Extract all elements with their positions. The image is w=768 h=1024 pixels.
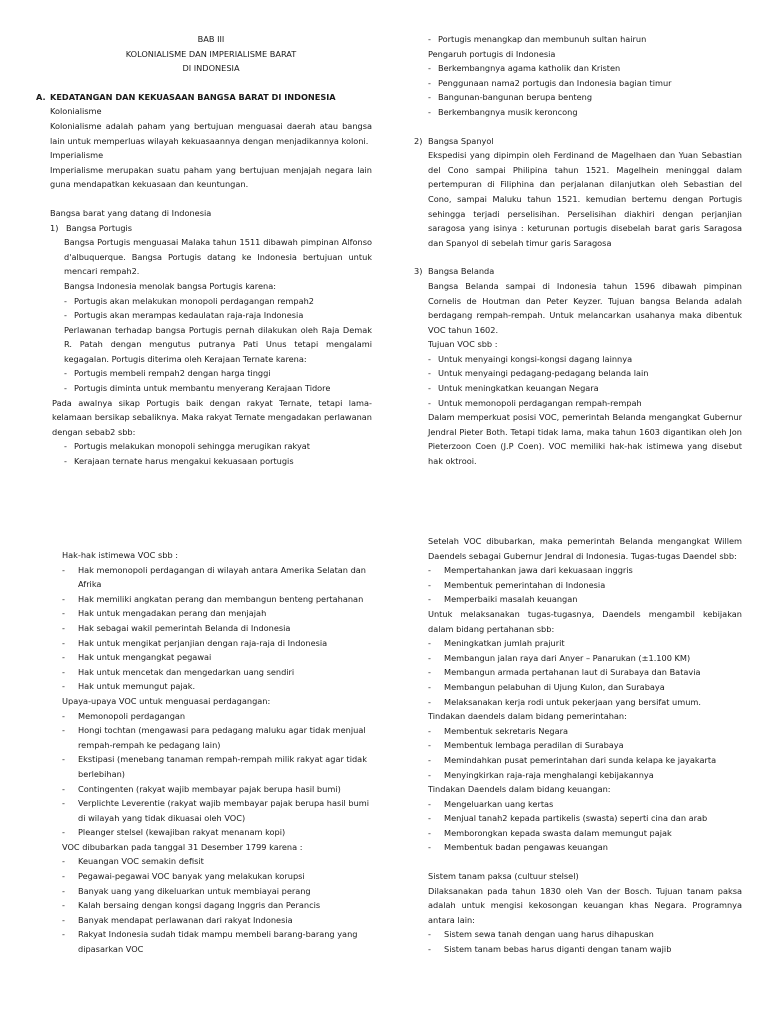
belanda-number: 3): [414, 266, 423, 277]
tujuan-heading: Tujuan VOC sbb :: [428, 339, 498, 350]
list-item: - Untuk menyaingi pedagang-pedagang belanda lain: [428, 368, 649, 379]
spanyol-number: 2): [414, 135, 423, 146]
list-item: - Keuangan VOC semakin defisit: [62, 856, 204, 867]
list-item: - Hak untuk mengangkat pegawai: [62, 652, 212, 663]
sistem-heading: Sistem tanam paksa (cultuur stelsel): [428, 871, 579, 882]
pengaruh-list: [428, 61, 742, 119]
list-item: - Membangun armada pertahanan laut di Surabaya dan Batavia: [428, 667, 701, 678]
pemerintahan-list: [428, 724, 742, 782]
list-item: - Memperbaiki masalah keuangan: [428, 594, 578, 605]
list-item: - Untuk menyaingi kongsi-kongsi dagang lainnya: [428, 353, 633, 364]
sebab-list: [50, 439, 372, 468]
pengaruh-heading: Pengaruh portugis di Indonesia: [428, 48, 556, 59]
list-item: - Hak memiliki angkatan perang dan membangun benteng pertahanan: [62, 593, 364, 604]
belanda-text: Bangsa Belanda sampai di Indonesia tahun 1596 dibawah pimpinan Cornelis de Houtman dan Peter Keyzer. Tujuan bangsa Belanda adalah berdagang rempah-rempah. Untuk melancarkan usahanya maka dibentuk VOC tahun 1602.: [428, 280, 742, 335]
perlawanan-text: Perlawanan terhadap bangsa Portugis pernah dilakukan oleh Raja Demak R. Patah dengan mengutus putranya Pati Unus tetapi mengalami kegagalan. Portugis diterima oleh Kerajaan Ternate karena:: [64, 324, 372, 364]
list-item: - Hak untuk mengadakan perang dan menjajah: [62, 608, 267, 619]
list-item: - Rakyat Indonesia sudah tidak mampu membeli barang-barang yang dipasarkan VOC: [62, 929, 358, 955]
tujuan-list: [428, 352, 742, 410]
list-item: - Portugis menangkap dan membunuh sultan hairun: [428, 34, 647, 44]
list-item: - Membentuk pemerintahan di Indonesia: [428, 579, 606, 590]
list-item: - Hongi tochtan (mengawasi para pedagang maluku agar tidak menjual rempah-rempah ke pedagang lain): [62, 725, 366, 750]
kolonialisme-text: Kolonialisme adalah paham yang bertujuan menguasai daerah atau bangsa lain untuk memperluas wilayah kekuasaannya dengan menjadikannya koloni.: [50, 120, 372, 146]
section-a-title: KEDATANGAN DAN KEKUASAAN BANGSA BARAT DI INDONESIA: [50, 91, 336, 102]
list-item: - Membentuk lembaga peradilan di Surabaya: [428, 740, 624, 751]
page-2: [414, 32, 742, 469]
list-item: - Banyak mendapat perlawanan dari rakyat Indonesia: [62, 914, 293, 925]
upaya-heading: Upaya-upaya VOC untuk menguasai perdagangan:: [62, 695, 271, 706]
list-item: - Sistem sewa tanah dengan uang harus dihapuskan: [428, 929, 654, 940]
list-item: - Memborongkan kepada swasta dalam memungut pajak: [428, 827, 672, 838]
list-item: - Untuk meningkatkan keuangan Negara: [428, 383, 599, 394]
chapter-subtitle: DI INDONESIA: [182, 63, 240, 74]
portugis-title: Bangsa Portugis: [66, 222, 133, 233]
list-item: - Untuk memonopoli perdagangan rempah-rempah: [428, 397, 642, 408]
sistem-text: Dilaksanakan pada tahun 1830 oleh Van der Bosch. Tujuan tanam paksa adalah untuk mengisi kekosongan keuangan khas Negara. Programnya antara lain:: [428, 885, 742, 925]
list-item: - Verplichte Leverentie (rakyat wajib membayar pajak berupa hasil bumi di wilayah yang tidak dikuasai oleh VOC): [62, 798, 370, 823]
chapter-label: BAB III: [197, 34, 225, 44]
list-item: - Banyak uang yang dikeluarkan untuk membiayai perang: [62, 885, 311, 896]
pemerintahan-heading: Tindakan daendels dalam bidang pemerintahan:: [428, 711, 627, 722]
list-item: - Meningkatkan jumlah prajurit: [428, 638, 565, 649]
list-item: - Menyingkirkan raja-raja menghalangi kebijakannya: [428, 769, 654, 780]
list-item: - Melaksanakan kerja rodi untuk pekerjaan yang bersifat umum.: [428, 696, 701, 707]
tolak-list: [64, 294, 372, 323]
list-item: - Portugis diminta untuk membantu menyerang Kerajaan Tidore: [64, 383, 331, 394]
bubar-list: [62, 854, 372, 956]
list-item: - Contingenten (rakyat wajib membayar pajak berupa hasil bumi): [62, 783, 341, 794]
sistem-list: [428, 927, 742, 956]
list-item: - Sistem tanam bebas harus diganti dengan tanam wajib: [428, 944, 672, 955]
list-item: - Berkembangnya agama katholik dan Kristen: [428, 63, 621, 74]
pertahanan-list: [428, 636, 742, 709]
list-item: - Pleanger stelsel (kewajiban rakyat menanam kopi): [62, 827, 286, 838]
keuangan-heading: Tindakan Daendels dalam bidang keuangan:: [428, 784, 611, 795]
awal-text: Pada awalnya sikap Portugis baik dengan rakyat Ternate, tetapi lama-kelamaan bersikap sebaliknya. Maka rakyat Ternate mengadakan perlawanan dengan sebab2 sbb:: [52, 397, 372, 437]
list-item: - Menjual tanah2 kepada partikelis (swasta) seperti cina dan arab: [428, 813, 708, 824]
portugis-number: 1): [50, 222, 59, 233]
list-item: - Hak untuk memungut pajak.: [62, 681, 196, 692]
list-item: - Berkembangnya musik keroncong: [428, 106, 578, 117]
list-item: - Membangun pelabuhan di Ujung Kulon, dan Surabaya: [428, 681, 665, 692]
daendels-intro: Setelah VOC dibubarkan, maka pemerintah Belanda mengangkat Willem Daendels sebagai Gubernur Jendral di Indonesia. Tugas-tugas Daendel sbb:: [428, 536, 742, 561]
hak-list: [62, 563, 372, 694]
page-3: [62, 548, 372, 957]
page-4: [428, 534, 742, 957]
kolonialisme-heading: Kolonialisme: [50, 106, 102, 117]
ternate-list: [64, 366, 372, 395]
section-a-marker: A.: [36, 91, 46, 102]
bangsa-barat-heading: Bangsa barat yang datang di Indonesia: [50, 207, 212, 218]
tugas-list: [428, 563, 742, 607]
list-item: - Hak sebagai wakil pemerintah Belanda di Indonesia: [62, 622, 291, 633]
list-item: - Hak memonopoli perdagangan di wilayah antara Amerika Selatan dan Afrika: [62, 564, 366, 590]
voc-text: Dalam memperkuat posisi VOC, pemerintah Belanda mengangkat Gubernur Jendral Pieter Both. Tetapi tidak lama, maka tahun 1603 digantikan oleh Jon Pieterzoon Coen (J.P Coen). VOC memiliki hak-hak istimewa yang disebut hak oktrooi.: [428, 412, 742, 467]
imperialisme-heading: Imperialisme: [50, 150, 104, 161]
list-item: - Membentuk badan pengawas keuangan: [428, 842, 608, 853]
list-item: - Portugis akan melakukan monopoli perdagangan rempah2: [64, 295, 315, 306]
list-item: - Hak untuk mengikat perjanjian dengan raja-raja di Indonesia: [62, 637, 328, 648]
list-item: - Memonopoli perdagangan: [62, 710, 186, 721]
portugis-text: Bangsa Portugis menguasai Malaka tahun 1511 dibawah pimpinan Alfonso d'albuquerque. Bangsa Portugis datang ke Indonesia bertujuan untuk mencari rempah2.: [64, 237, 372, 277]
pertahanan-text: Untuk melaksanakan tugas-tugasnya, Daendels mengambil kebijakan dalam bidang pertahanan sbb:: [428, 608, 742, 634]
keuangan-list: [428, 797, 742, 855]
imperialisme-text: Imperialisme merupakan suatu paham yang bertujuan menjajah negara lain guna mendapatkan kekuasaan dan keuntungan.: [50, 164, 372, 190]
portugis-heading: [50, 221, 372, 236]
list-item: - Kerajaan ternate harus mengakui kekuasaan portugis: [64, 456, 294, 467]
list-item: - Membentuk sekretaris Negara: [428, 725, 569, 736]
tolak-text: Bangsa Indonesia menolak bangsa Portugis karena:: [64, 280, 276, 291]
list-item: - Pegawai-pegawai VOC banyak yang melakukan korupsi: [62, 871, 305, 882]
list-item: - Portugis melakukan monopoli sehingga merugikan rakyat: [64, 441, 311, 452]
section-a-heading: [36, 90, 372, 105]
belanda-title: Bangsa Belanda: [428, 266, 495, 277]
list-item: - Penggunaan nama2 portugis dan Indonesia bagian timur: [428, 77, 672, 88]
spanyol-text: Ekspedisi yang dipimpin oleh Ferdinand de Magelhaen dan Yuan Sebastian del Cono sampai Philipina tahun 1521. Magelhein meninggal dalam pertempuran di Filiphina dan perjalanan dilanjutkan oleh Sebastian del Cono, sampai Maluku tahun 1521. kemudian bertemu dengan Portugis sehingga terjadi perselisihan. Perselisihan diakhiri dengan perjanjian saragosa yang isinya : keturunan portugis disebelah barat garis Saragosa dan Spanyol di sebelah timur garis Saragosa: [428, 150, 742, 248]
list-item: - Memindahkan pusat pemerintahan dari sunda kelapa ke jayakarta: [428, 754, 717, 765]
hak-heading: Hak-hak istimewa VOC sbb :: [62, 550, 179, 560]
lanjutan-list: [428, 32, 742, 47]
spanyol-heading: [414, 134, 742, 149]
list-item: - Hak untuk mencetak dan mengedarkan uang sendiri: [62, 666, 295, 677]
upaya-list: [62, 709, 372, 840]
spanyol-title: Bangsa Spanyol: [428, 135, 494, 146]
belanda-heading: [414, 264, 742, 279]
list-item: - Portugis akan merampas kedaulatan raja-raja Indonesia: [64, 310, 304, 321]
bubar-heading: VOC dibubarkan pada tanggal 31 Desember 1799 karena :: [62, 841, 303, 852]
list-item: - Ekstipasi (menebang tanaman rempah-rempah milik rakyat agar tidak berlebihan): [62, 754, 367, 779]
page-1: [36, 32, 372, 469]
list-item: - Membangun jalan raya dari Anyer – Panarukan (±1.100 KM): [428, 652, 691, 663]
chapter-title: KOLONIALISME DAN IMPERIALISME BARAT: [125, 48, 297, 59]
list-item: - Bangunan-bangunan berupa benteng: [428, 92, 593, 103]
list-item: - Mempertahankan jawa dari kekuasaan inggris: [428, 565, 633, 576]
list-item: - Kalah bersaing dengan kongsi dagang Inggris dan Perancis: [62, 900, 321, 911]
list-item: - Portugis membeli rempah2 dengan harga tinggi: [64, 368, 271, 379]
list-item: - Mengeluarkan uang kertas: [428, 798, 554, 809]
